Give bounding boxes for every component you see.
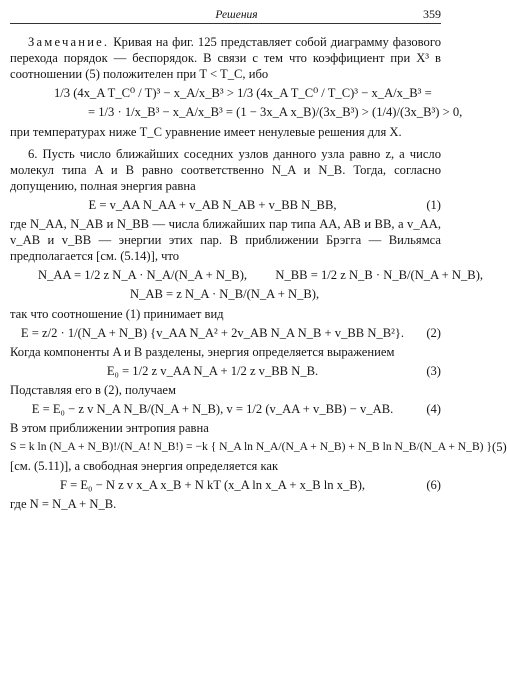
nab-formula: N_AB = z N_A · N_B/(N_A + N_B), <box>130 287 320 301</box>
nbb-formula: N_BB = 1/2 z N_B · N_B/(N_A + N_B), <box>275 268 484 282</box>
equation-4-expr: E = E₀ − z v N_A N_B/(N_A + N_B), v = 1/2 (v_AA + v_BB) − v_AB. <box>31 402 394 416</box>
equation-5-number: (5) <box>492 440 507 454</box>
inequality-line-1: 1/3 (4x_A T_C⁰ / T)³ − x_A/x_B³ > 1/3 (4x_A T_C⁰ / T_C)³ − x_A/x_B³ = <box>54 86 432 100</box>
remark-text: Кривая на фиг. 125 представляет собой диаграмму фазового перехода порядок — беспорядок. В связи с тем что коэффициент при X³ в соотношении (5) положителен при T < T_C, ибо <box>10 35 441 81</box>
equation-6-number: (6) <box>426 478 441 492</box>
equation-6-expr: F = E₀ − N z v x_A x_B + N kT (x_A ln x_A + x_B ln x_B), <box>59 478 366 492</box>
remark-paragraph <box>10 34 441 82</box>
pair-formulas-row <box>38 267 484 283</box>
after-eq3-text: Подставляя его в (2), получаем <box>10 383 176 397</box>
equation-1 <box>10 197 441 213</box>
equation-1-number: (1) <box>426 198 441 212</box>
closing-text: где N = N_A + N_B. <box>10 497 117 511</box>
after-eq2-text: Когда компоненты A и B разделены, энергия определяется выражением <box>10 345 395 359</box>
equation-5-expr: S = k ln (N_A + N_B)!/(N_A! N_B!) = −k { N_A ln N_A/(N_A + N_B) + N_B ln N_B/(N_A + N_B) } <box>10 440 492 453</box>
equation-2-expr: E = z/2 · 1/(N_A + N_B) {v_AA N_A² + 2v_AB N_A N_B + v_BB N_B²}. <box>20 326 405 340</box>
equation-1-expr: E = v_AA N_AA + v_AB N_AB + v_BB N_BB, <box>88 198 337 212</box>
equation-5 <box>10 439 507 455</box>
equation-3 <box>10 363 441 379</box>
equation-2-number: (2) <box>426 326 441 340</box>
equation-3-number: (3) <box>426 364 441 378</box>
running-head: Решения <box>215 9 258 21</box>
after-eq4-text: В этом приближении энтропия равна <box>10 421 209 435</box>
page-header <box>10 6 441 24</box>
problem-6-paragraph: 6. Пусть число ближайших соседних узлов данного узла равно z, а число молекул типа A и B равно соответственно N_A и N_B. Тогда, согласно допущению, полная энергия равна <box>10 147 441 193</box>
inequality-line-2: = 1/3 · 1/x_B³ − x_A/x_B³ = (1 − 3x_A x_B)/(3x_B³) > (1/4)/(3x_B³) > 0, <box>88 105 463 119</box>
after-inequality-text: при температурах ниже T_C уравнение имеет ненулевые решения для X. <box>10 125 402 139</box>
equation-6 <box>10 477 441 493</box>
equation-3-expr: E₀ = 1/2 z v_AA N_A + 1/2 z v_BB N_B. <box>106 364 319 378</box>
equation-4-number: (4) <box>426 402 441 416</box>
equation-2 <box>10 325 441 341</box>
after-eq1-text: где N_AA, N_AB и N_BB — числа ближайших пар типа AA, AB и BB, а v_AA, v_AB и v_BB — энергии этих пар. В приближении Брэгга — Вильямса предполагается [см. (5.14)], что <box>10 217 441 263</box>
naa-formula: N_AA = 1/2 z N_A · N_A/(N_A + N_B), <box>38 268 248 282</box>
remark-label: Замечание. <box>28 35 110 49</box>
equation-4 <box>10 401 441 417</box>
after-eq5-text: [см. (5.11)], а свободная энергия определяется как <box>10 459 279 473</box>
after-pairs-text: так что соотношение (1) принимает вид <box>10 307 224 321</box>
page-number: 359 <box>423 7 441 21</box>
